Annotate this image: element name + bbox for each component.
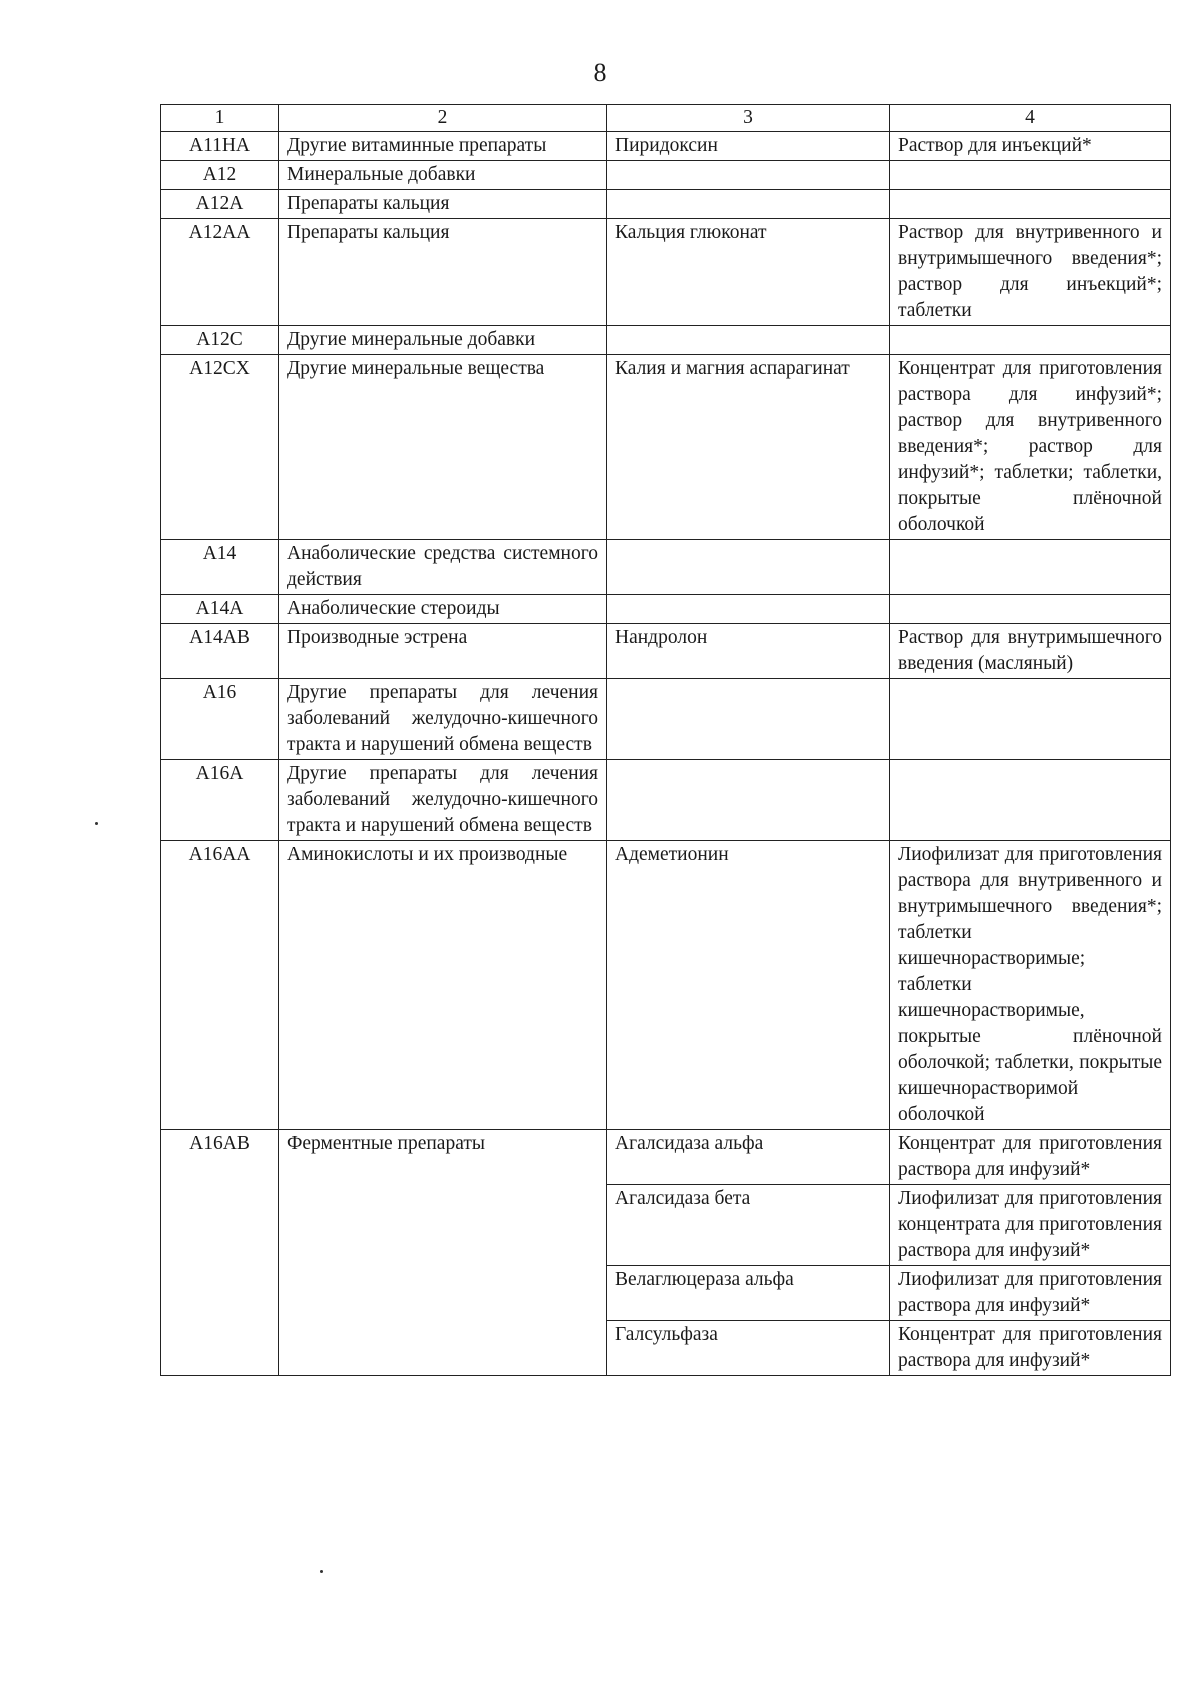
table-row <box>161 1130 1171 1185</box>
drug-name <box>607 161 890 190</box>
dosage-form: Раствор для внутривенного и внутримышечного введения*; раствор для инъекций*; таблетки <box>890 219 1171 326</box>
group-name: Аминокислоты и их производные <box>279 841 607 1130</box>
dosage-form <box>890 760 1171 841</box>
atc-code: A12CX <box>161 355 279 540</box>
atc-code: A16AB <box>161 1130 279 1376</box>
drug-name: Велаглюцераза альфа <box>607 1266 890 1321</box>
dosage-form: Лиофилизат для приготовления раствора для инфузий* <box>890 1266 1171 1321</box>
dosage-form: Концентрат для приготовления раствора для инфузий* <box>890 1321 1171 1376</box>
drug-name: Калия и магния аспарагинат <box>607 355 890 540</box>
group-name: Другие препараты для лечения заболеваний желудочно-кишечного тракта и нарушений обмена веществ <box>279 760 607 841</box>
drug-name <box>607 326 890 355</box>
drug-name: Агалсидаза альфа <box>607 1130 890 1185</box>
atc-code: A16 <box>161 679 279 760</box>
dosage-form <box>890 540 1171 595</box>
dosage-form <box>890 679 1171 760</box>
table-row <box>161 624 1171 679</box>
table-row <box>161 760 1171 841</box>
dosage-form: Раствор для внутримышечного введения (масляный) <box>890 624 1171 679</box>
atc-code: A12 <box>161 161 279 190</box>
group-name: Препараты кальция <box>279 190 607 219</box>
drug-table <box>160 104 1171 1376</box>
atc-code: A14 <box>161 540 279 595</box>
stray-mark <box>95 822 98 825</box>
column-header: 2 <box>279 105 607 132</box>
column-header: 4 <box>890 105 1171 132</box>
drug-name: Пиридоксин <box>607 132 890 161</box>
atc-code: A12A <box>161 190 279 219</box>
dosage-form: Раствор для инъекций* <box>890 132 1171 161</box>
group-name: Другие минеральные добавки <box>279 326 607 355</box>
drug-name <box>607 595 890 624</box>
table-row <box>161 161 1171 190</box>
drug-name <box>607 190 890 219</box>
table-row <box>161 540 1171 595</box>
table-row <box>161 219 1171 326</box>
atc-code: A14A <box>161 595 279 624</box>
dosage-form <box>890 595 1171 624</box>
table-row <box>161 355 1171 540</box>
dosage-form <box>890 161 1171 190</box>
drug-name: Кальция глюконат <box>607 219 890 326</box>
group-name: Минеральные добавки <box>279 161 607 190</box>
dosage-form <box>890 190 1171 219</box>
group-name: Производные эстрена <box>279 624 607 679</box>
dosage-form: Лиофилизат для приготовления концентрата для приготовления раствора для инфузий* <box>890 1185 1171 1266</box>
dosage-form: Концентрат для приготовления раствора для инфузий* <box>890 1130 1171 1185</box>
atc-code: A14AB <box>161 624 279 679</box>
drug-name: Нандролон <box>607 624 890 679</box>
table-row <box>161 595 1171 624</box>
drug-name <box>607 679 890 760</box>
atc-code: A16A <box>161 760 279 841</box>
table-row <box>161 190 1171 219</box>
group-name: Анаболические стероиды <box>279 595 607 624</box>
column-header: 3 <box>607 105 890 132</box>
table-row <box>161 132 1171 161</box>
table-header-row <box>161 105 1171 132</box>
drug-name: Галсульфаза <box>607 1321 890 1376</box>
group-name: Другие минеральные вещества <box>279 355 607 540</box>
drug-name <box>607 540 890 595</box>
dosage-form <box>890 326 1171 355</box>
group-name: Препараты кальция <box>279 219 607 326</box>
atc-code: A12AA <box>161 219 279 326</box>
table-row <box>161 679 1171 760</box>
dosage-form: Концентрат для приготовления раствора для инфузий*; раствор для внутривенного введения*; раствор для инфузий*; таблетки; таблетки, покрытые плёночной оболочкой <box>890 355 1171 540</box>
group-name: Другие витаминные препараты <box>279 132 607 161</box>
table-row <box>161 841 1171 1130</box>
atc-code: A11HA <box>161 132 279 161</box>
stray-mark <box>320 1570 323 1573</box>
group-name: Анаболические средства системного действия <box>279 540 607 595</box>
group-name: Ферментные препараты <box>279 1130 607 1376</box>
column-header: 1 <box>161 105 279 132</box>
page-number: 8 <box>593 58 607 87</box>
atc-code: A16AA <box>161 841 279 1130</box>
table-row <box>161 326 1171 355</box>
atc-code: A12C <box>161 326 279 355</box>
dosage-form: Лиофилизат для приготовления раствора для внутривенного и внутримышечного введения*; таблетки кишечнорастворимые; таблетки кишечнорастворимые, покрытые плёночной оболочкой; таблетки, покрытые кишечнорастворимой оболочкой <box>890 841 1171 1130</box>
drug-name <box>607 760 890 841</box>
group-name: Другие препараты для лечения заболеваний желудочно-кишечного тракта и нарушений обмена веществ <box>279 679 607 760</box>
drug-name: Адеметионин <box>607 841 890 1130</box>
drug-name: Агалсидаза бета <box>607 1185 890 1266</box>
